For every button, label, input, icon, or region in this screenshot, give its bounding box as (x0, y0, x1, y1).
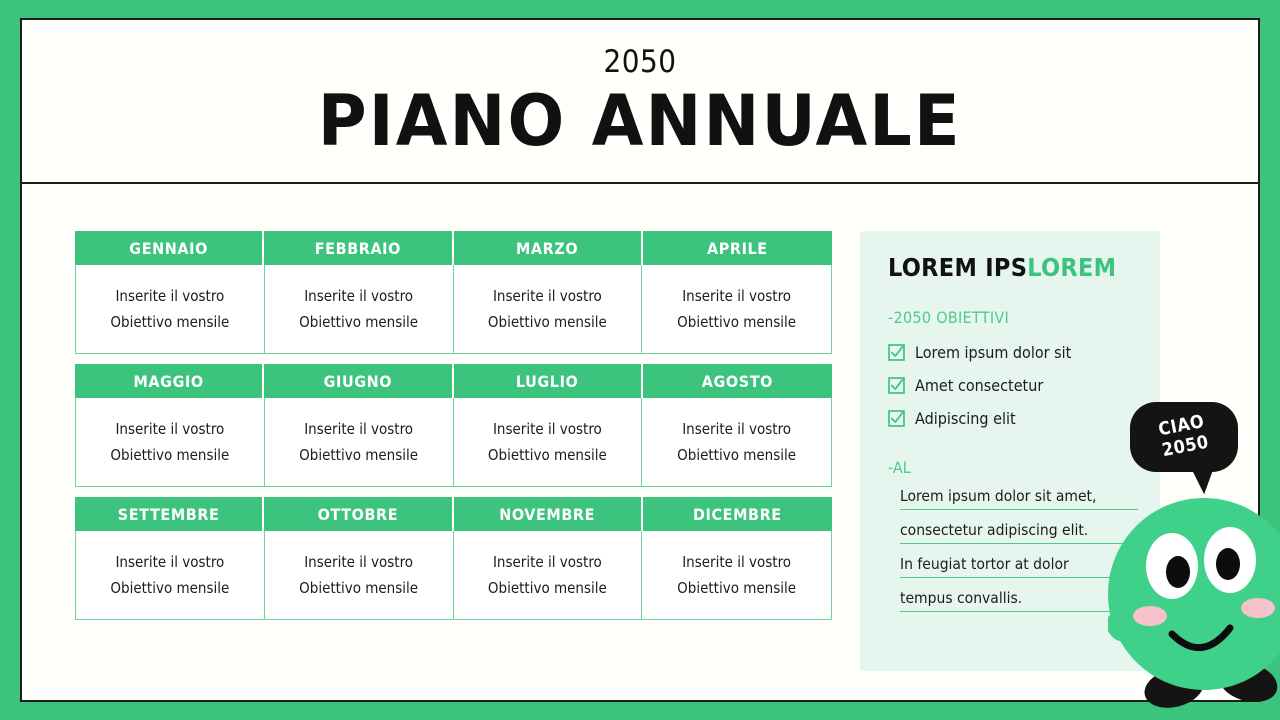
month-header-febbraio[interactable]: FEBBRAIO (264, 231, 453, 265)
month-cell-line-1: Inserite il vostro (682, 419, 792, 438)
month-cell-line-1: Inserite il vostro (304, 419, 414, 438)
notes-lines (888, 487, 1138, 612)
note-line[interactable]: In feugiat tortor at dolor (900, 555, 1138, 578)
poster-header (22, 20, 1258, 184)
month-cell-line-1: Inserite il vostro (115, 552, 225, 571)
goal-label: Amet consectetur (915, 376, 1044, 395)
calendar-row (75, 231, 832, 354)
month-header-aprile[interactable]: APRILE (707, 238, 768, 258)
month-cell-agosto[interactable] (642, 398, 831, 486)
month-cell-line-2: Obiettivo mensile (110, 313, 230, 331)
goals-heading: -2050 OBIETTIVI (888, 308, 1010, 327)
month-cell-line-2: Obiettivo mensile (487, 313, 607, 331)
calendar-body-row (75, 398, 832, 487)
calendar-header-band (75, 231, 832, 265)
month-cell-line-1: Inserite il vostro (682, 552, 792, 571)
month-header-dicembre[interactable]: DICEMBRE (693, 504, 782, 524)
month-cell-novembre[interactable] (454, 531, 643, 619)
month-cell-line-2: Obiettivo mensile (487, 446, 607, 464)
month-cell-line-1: Inserite il vostro (304, 552, 414, 571)
calendar-header-band (75, 497, 832, 531)
month-cell-febbraio[interactable] (265, 265, 454, 353)
list-item[interactable] (888, 409, 1138, 428)
list-item[interactable] (888, 376, 1138, 395)
panel-title-accent: LOREM (1027, 253, 1117, 282)
month-cell-line-1: Inserite il vostro (682, 286, 792, 305)
notes-heading: -AL (888, 458, 911, 477)
month-cell-ottobre[interactable] (265, 531, 454, 619)
month-cell-gennaio[interactable] (76, 265, 265, 353)
month-cell-dicembre[interactable] (642, 531, 831, 619)
month-cell-marzo[interactable] (454, 265, 643, 353)
calendar-row (75, 497, 832, 620)
month-cell-line-2: Obiettivo mensile (110, 579, 230, 597)
month-cell-giugno[interactable] (265, 398, 454, 486)
month-cell-maggio[interactable] (76, 398, 265, 486)
speech-bubble-line-2: 2050 (1160, 431, 1211, 462)
month-cell-line-1: Inserite il vostro (115, 419, 225, 438)
month-cell-line-2: Obiettivo mensile (677, 446, 797, 464)
list-item[interactable] (888, 343, 1138, 362)
goal-label: Adipiscing elit (915, 409, 1016, 428)
note-line[interactable]: consectetur adipiscing elit. (900, 521, 1138, 544)
page-title: PIANO ANNUALE (318, 79, 962, 162)
month-header-ottobre[interactable]: OTTOBRE (264, 497, 453, 531)
month-header-maggio[interactable]: MAGGIO (75, 364, 264, 398)
month-cell-line-2: Obiettivo mensile (299, 313, 419, 331)
checkbox-checked-icon[interactable] (888, 377, 905, 394)
calendar-row (75, 364, 832, 487)
month-cell-line-1: Inserite il vostro (492, 552, 602, 571)
month-cell-line-2: Obiettivo mensile (487, 579, 607, 597)
month-cell-line-1: Inserite il vostro (304, 286, 414, 305)
goals-list (888, 343, 1138, 428)
month-cell-line-1: Inserite il vostro (115, 286, 225, 305)
calendar-table (75, 231, 832, 620)
month-header-agosto[interactable]: AGOSTO (701, 371, 773, 391)
calendar-header-band (75, 364, 832, 398)
month-cell-line-2: Obiettivo mensile (677, 313, 797, 331)
panel-title (888, 255, 1138, 280)
month-header-settembre[interactable]: SETTEMBRE (75, 497, 264, 531)
goal-label: Lorem ipsum dolor sit (915, 343, 1072, 362)
calendar-body-row (75, 265, 832, 354)
month-header-marzo[interactable]: MARZO (454, 231, 643, 265)
side-panel (860, 231, 1160, 671)
note-line[interactable]: tempus convallis. (900, 589, 1138, 612)
month-cell-line-2: Obiettivo mensile (299, 579, 419, 597)
month-cell-line-2: Obiettivo mensile (677, 579, 797, 597)
header-year: 2050 (603, 43, 677, 80)
month-cell-line-1: Inserite il vostro (492, 286, 602, 305)
panel-title-black: LOREM IPS (888, 253, 1028, 282)
month-cell-settembre[interactable] (76, 531, 265, 619)
calendar-body-row (75, 531, 832, 620)
month-header-novembre[interactable]: NOVEMBRE (454, 497, 643, 531)
checkbox-checked-icon[interactable] (888, 344, 905, 361)
month-cell-luglio[interactable] (454, 398, 643, 486)
checkbox-checked-icon[interactable] (888, 410, 905, 427)
month-header-giugno[interactable]: GIUGNO (264, 364, 453, 398)
month-cell-line-2: Obiettivo mensile (110, 446, 230, 464)
month-cell-aprile[interactable] (642, 265, 831, 353)
speech-bubble-line-1: CIAO (1157, 411, 1207, 441)
poster-frame (20, 18, 1260, 702)
month-cell-line-2: Obiettivo mensile (299, 446, 419, 464)
month-header-luglio[interactable]: LUGLIO (454, 364, 643, 398)
month-header-gennaio[interactable]: GENNAIO (75, 231, 264, 265)
note-line[interactable]: Lorem ipsum dolor sit amet, (900, 487, 1138, 510)
month-cell-line-1: Inserite il vostro (492, 419, 602, 438)
